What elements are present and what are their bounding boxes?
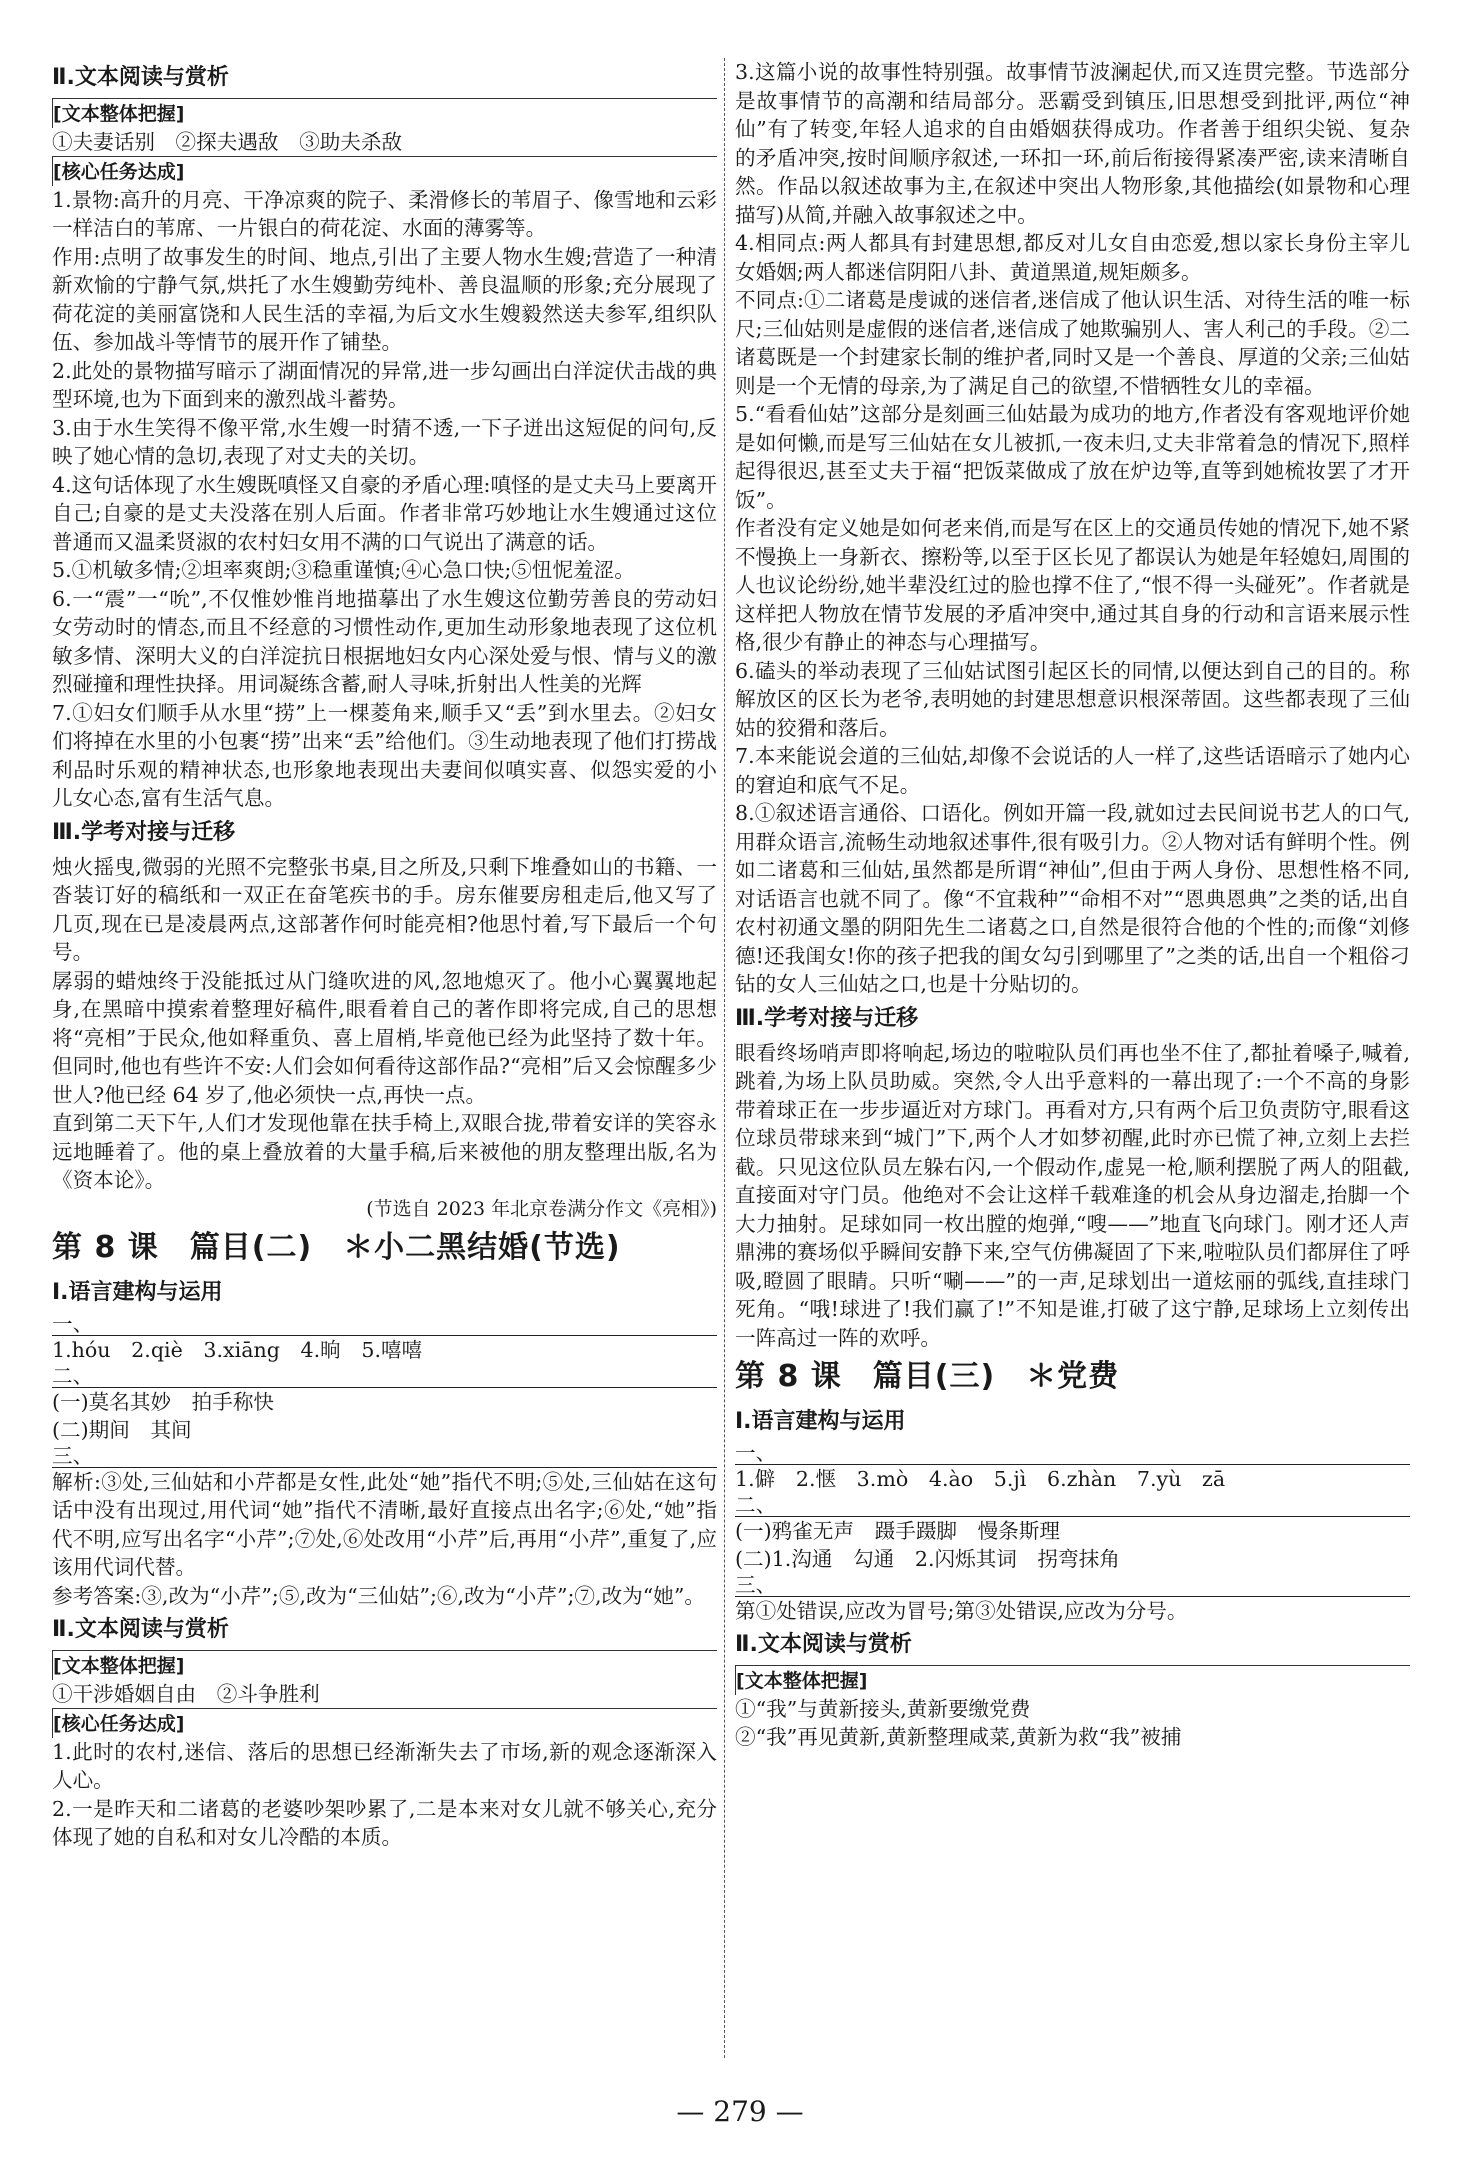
right-column [735,58,1410,1752]
answer-item: 6.磕头的举动表现了三仙姑试图引起区长的同情,以便达到自己的目的。称解放区的区长为老爷,表明她的封建思想意识根深蒂固。这些都表现了三仙姑的狡猾和落后。 [735,658,1410,740]
part-label: 一、 [735,1442,1410,1465]
answer-item: 2.一是昨天和二诸葛的老婆吵架吵累了,二是本来对女儿就不够关心,充分体现了她的自私和对女儿冷酷的本质。 [52,1796,717,1849]
part-label: 二、 [735,1494,1410,1517]
subsection-tag: [ 文本整体把握 ] [53,103,184,125]
answer-item: 1.此时的农村,迷信、落后的思想已经渐渐失去了市场,新的观念逐渐深入人心。 [52,1739,717,1792]
answer-item: 7.本来能说会道的三仙姑,却像不会说话的人一样了,这些话语暗示了她内心的窘迫和底气不足。 [735,744,1410,797]
answer-item: 作用:点明了故事发生的时间、地点,引出了主要人物水生嫂;营造了一种清新欢愉的宁静气氛,烘托了水生嫂勤劳纯朴、善良温顺的形象;充分展现了荷花淀的美丽富饶和人民生活的幸福,为后文水生嫂毅然送夫参军,组织队伍、参加战斗等情节的展开作了铺垫。 [52,244,717,354]
answer-item: 第①处错误,应改为冒号;第③处错误,应改为分号。 [735,1598,1188,1623]
answer-item: 3.由于水生笑得不像平常,水生嫂一时猜不透,一下子迸出这短促的问句,反映了她心情的急切,表现了对丈夫的关切。 [52,415,717,468]
answer-item: 参考答案:③,改为“小芹”;⑤,改为“三仙姑”;⑥,改为“小芹”;⑦,改为“她”。 [52,1583,706,1608]
answer-item: 不同点:①二诸葛是虔诚的迷信者,迷信成了他认识生活、对待生活的唯一标尺;三仙姑则是虚假的迷信者,迷信成了她欺骗别人、害人利己的手段。②二诸葛既是一个封建家长制的维护者,同时又是一个善良、厚道的父亲;三仙姑则是一个无情的母亲,为了满足自己的欲望,不惜牺牲女儿的幸福。 [735,288,1410,398]
part-label: 三、 [735,1574,1410,1597]
essay-paragraph: 直到第二天下午,人们才发现他靠在扶手椅上,双眼合拢,带着安详的笑容永远地睡着了。他的桌上叠放着的大量手稿,后来被他的朋友整理出版,名为《资本论》。 [52,1111,717,1192]
answer-item: 1.hóu 2.qiè 3.xiāng 4.晌 5.嘻嘻 [52,1338,423,1362]
answer-item: 6.一“震”一“吮”,不仅惟妙惟肖地描摹出了水生嫂这位勤劳善良的劳动妇女劳动时的情态,而且不经意的习惯性动作,更加生动形象地表现了这位机敏多情、深明大义的白洋淀抗日根据地妇女内心深处爱与恨、情与义的激烈碰撞和理性抉择。用词凝练含蓄,耐人寻味,折射出人性美的光辉 [52,586,717,696]
overall-answer: ①干涉婚姻自由 ②斗争胜利 [52,1681,320,1706]
answer-item: 8.①叙述语言通俗、口语化。例如开篇一段,就如过去民间说书艺人的口气,用群众语言,流畅生动地叙述事件,很有吸引力。②人物对话有鲜明个性。例如二诸葛和三仙姑,虽然都是所谓“神仙”,但由于两人身份、思想性格不同,对话语言也就不同了。像“不宜栽种”“命相不对”“恩典恩典”之类的话,出自农村初通文墨的阴阳先生二诸葛之口,自然是很符合他的个性的;而像“刘修德!还我闺女!你的孩子把我的闺女勾引到哪里了”之类的话,出自一个粗俗刁钻的女人三仙姑之口,也是十分贴切的。 [735,801,1410,996]
overall-answer: ②“我”再见黄新,黄新整理咸菜,黄新为救“我”被捕 [735,1725,1182,1749]
section-title: Ⅰ.语言建构与运用 [52,1280,223,1305]
essay-paragraph: 眼看终场哨声即将响起,场边的啦啦队员们再也坐不住了,都扯着嗓子,喊着,跳着,为场上队员助威。突然,令人出乎意料的一幕出现了:一个不高的身影带着球正在一步步逼近对方球门。再看对方,只有两个后卫负责防守,眼看这位球员带球来到“城门”下,两个人才如梦初醒,此时亦已慌了神,立刻上去拦截。只见这位队员左躲右闪,一个假动作,虚晃一枪,顺利摆脱了两人的阻截,直接面对守门员。他绝对不会让这样千载难逢的机会从身边溜走,抬脚一个大力抽射。足球如同一枚出膛的炮弹,“嗖——”地直飞向球门。刚才还人声鼎沸的赛场似乎瞬间安静下来,空气仿佛凝固了下来,啦啦队员们都屏住了呼吸,瞪圆了眼睛。只听“唰——”的一声,足球划出一道炫丽的弧线,直挂球门死角。“哦!球进了!我们赢了!”不知是谁,打破了这宁静,足球场上立刻传出一阵高过一阵的欢呼。 [735,1040,1410,1350]
answer-item: 5.①机敏多情;②坦率爽朗;③稳重谨慎;④心急口快;⑤忸怩羞涩。 [52,558,635,582]
answer-item: 解析:③处,三仙姑和小芹都是女性,此处“她”指代不明;⑤处,三仙姑在这句话中没有出现过,用代词“她”指代不清晰,最好直接点出名字;⑥处,“她”指代不明,应写出名字“小芹”;⑦处,⑥处改用“小芹”后,再用“小芹”,重复了,应该用代词代替。 [52,1469,717,1579]
section-title: Ⅱ.文本阅读与赏析 [52,1617,229,1642]
section-title: Ⅱ.文本阅读与赏析 [735,1632,912,1657]
lesson-title: 第 8 课 篇目(二) ＊小二黑结婚(节选) [52,1230,621,1265]
part-label: 二、 [52,1365,717,1388]
section-title: Ⅲ.学考对接与迁移 [735,1005,919,1031]
essay-paragraph: 烛火摇曳,微弱的光照不完整张书桌,目之所及,只剩下堆叠如山的书籍、一沓装订好的稿纸和一双正在奋笔疾书的手。房东催要房租走后,他又写了几页,现在已是凌晨两点,这部著作何时能亮相?他思忖着,写下最后一个句号。 [52,854,717,964]
answer-item: 2.此处的景物描写暗示了湖面情况的异常,进一步勾画出白洋淀伏击战的典型环境,也为下面到来的激烈战斗蓄势。 [52,358,717,411]
section-title: Ⅲ.学考对接与迁移 [52,819,236,845]
overall-answer: ①夫妻话别 ②探夫遇敌 ③助夫杀敌 [52,129,403,154]
part-label: 一、 [52,1313,717,1336]
essay-source: (节选自 2023 年北京卷满分作文《亮相》) [366,1197,717,1220]
answer-item: 4.这句话体现了水生嫂既嗔怪又自豪的矛盾心理:嗔怪的是丈夫马上要离开自己;自豪的是丈夫没落在别人后面。作者非常巧妙地让水生嫂通过这位普通而又温柔贤淑的农村妇女用不满的口气说出了满意的话。 [52,472,717,554]
lesson-title: 第 8 课 篇目(三) ＊党费 [735,1359,1120,1394]
answer-item: (一)鸦雀无声 蹑手蹑脚 慢条斯理 [735,1518,1060,1543]
subsection-tag: [ 核心任务达成 ] [53,161,184,183]
answer-item: 7.①妇女们顺手从水里“捞”上一棵菱角来,顺手又“丢”到水里去。②妇女们将掉在水里的小包裹“捞”出来“丢”给他们。③生动地表现了他们打捞战利品时乐观的精神状态,也形象地表现出夫妻间似嗔实喜、似怨实爱的小儿女心态,富有生活气息。 [52,700,717,810]
page-number: — 279 — [676,2095,804,2128]
answer-item: 1.景物:高升的月亮、干净凉爽的院子、柔滑修长的苇眉子、像雪地和云彩一样洁白的苇席、一片银白的荷花淀、水面的薄雾等。 [52,187,717,240]
answer-item: 1.僻 2.惬 3.mò 4.ào 5.jì 6.zhàn 7.yù zā [735,1467,1226,1491]
part-label: 三、 [52,1445,717,1468]
answer-item: 作者没有定义她是如何老来俏,而是写在区上的交通员传她的情况下,她不紧不慢换上一身新衣、擦粉等,以至于区长见了都误认为她是年轻媳妇,周围的人也议论纷纷,她半辈没红过的脸也撑不住了,“恨不得一头碰死”。作者就是这样把人物放在情节发展的矛盾冲突中,通过其自身的行动和言语来展示性格,很少有静止的神态与心理描写。 [735,516,1410,654]
answer-item: 5.“看看仙姑”这部分是刻画三仙姑最为成功的地方,作者没有客观地评价她是如何懒,而是写三仙姑在女儿被抓,一夜未归,丈夫非常着急的情况下,照样起得很迟,甚至丈夫于福“把饭菜做成了放在炉边等,直等到她梳妆罢了才开饭”。 [735,402,1410,512]
answer-item: 3.这篇小说的故事性特别强。故事情节波澜起伏,而又连贯完整。节选部分是故事情节的高潮和结局部分。恶霸受到镇压,旧思想受到批评,两位“神仙”有了转变,年轻人追求的自由婚姻获得成功。作者善于组织尖锐、复杂的矛盾冲突,按时间顺序叙述,一环扣一环,前后衔接得紧凑严密,读来清晰自然。作品以叙述故事为主,在叙述中突出人物形象,其他描绘(如景物和心理描写)从简,并融入故事叙述之中。 [735,60,1410,227]
subsection-tag: [ 文本整体把握 ] [53,1655,184,1677]
overall-answer: ①“我”与黄新接头,黄新要缴党费 [735,1696,1031,1721]
left-column [52,58,717,1852]
essay-paragraph: 孱弱的蜡烛终于没能抵过从门缝吹进的风,忽地熄灭了。他小心翼翼地起身,在黑暗中摸索着整理好稿件,眼看着自己的著作即将完成,自己的思想将“亮相”于民众,他如释重负、喜上眉梢,毕竟他已经为此坚持了数十年。但同时,他也有些许不安:人们会如何看待这部作品?“亮相”后又会惊醒多少世人?他已经 64 岁了,他必须快一点,再快一点。 [52,968,717,1107]
subsection-tag: [ 文本整体把握 ] [736,1670,867,1692]
section-title: Ⅱ.文本阅读与赏析 [52,65,229,90]
answer-item: (一)莫名其妙 拍手称快 [52,1389,275,1414]
column-divider [724,58,725,2058]
answer-item: (二)1.沟通 勾通 2.闪烁其词 拐弯抹角 [735,1547,1120,1571]
answer-item: (二)期间 其间 [52,1418,192,1442]
section-title: Ⅰ.语言建构与运用 [735,1409,906,1434]
answer-item: 4.相同点:两人都具有封建思想,都反对儿女自由恋爱,想以家长身份主宰儿女婚姻;两人都迷信阴阳八卦、黄道黑道,规矩颇多。 [735,231,1410,284]
subsection-tag: [ 核心任务达成 ] [53,1713,184,1735]
